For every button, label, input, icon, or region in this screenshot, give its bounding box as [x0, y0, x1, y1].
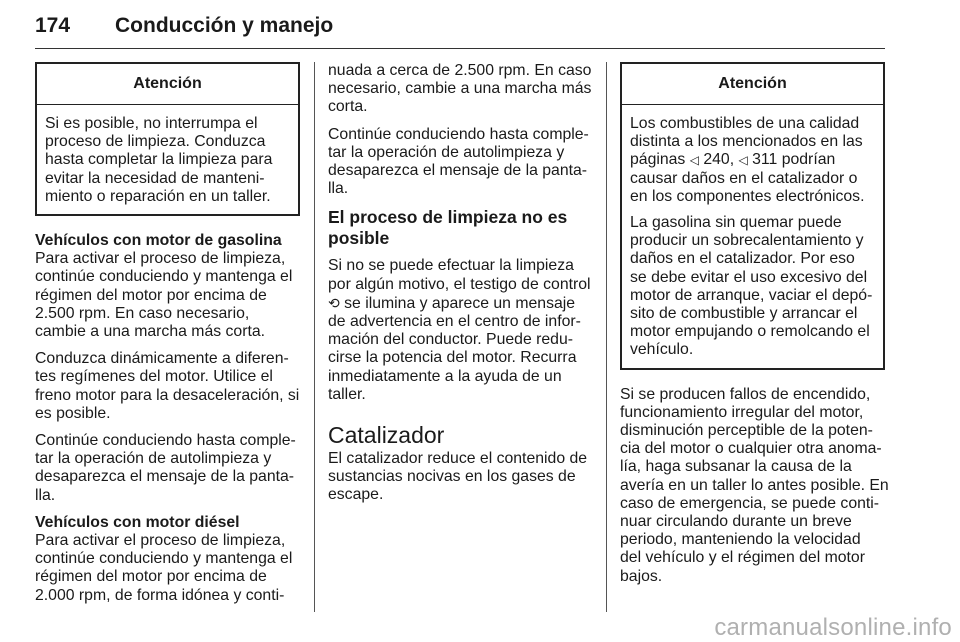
text-line: en los componentes electrónicos. [630, 187, 865, 205]
warning-text [630, 214, 875, 360]
gasoline-paragraph [35, 232, 300, 341]
column-2 [328, 62, 596, 514]
text-line: Para activar el proceso de limpieza, [35, 532, 286, 550]
warning-text [45, 115, 290, 206]
text-line: tes regímenes del motor. Utilice el [35, 368, 273, 386]
warning-box-body [37, 105, 298, 214]
text-line: Para activar el proceso de limpieza, [35, 250, 286, 268]
text-line: nuar circulando durante un breve [620, 513, 852, 531]
paragraph [35, 350, 300, 423]
text-line: tar la operación de autolimpieza y [328, 143, 565, 161]
text-line: lía, haga subsanar la causa de la [620, 458, 852, 476]
text-line: periodo, manteniendo la velocidad [620, 531, 861, 549]
text-line: escape. [328, 486, 384, 504]
page-reference-icon: ◁ [738, 153, 748, 168]
text-line: cia del motor o cualquier otra anoma- [620, 440, 882, 458]
page-link[interactable]: 311 podrían [747, 151, 836, 169]
text-line: continúe conduciendo y mantenga el [35, 550, 293, 568]
warning-box-body [622, 105, 883, 368]
text-line: nuada a cerca de 2.500 rpm. En caso [328, 62, 592, 79]
section-title: Catalizador [328, 422, 445, 449]
text-fragment: se ilumina y aparece un mensaje [339, 294, 576, 312]
text-line [328, 294, 596, 313]
text-line: régimen del motor por encima de [35, 568, 267, 586]
text-line: Conduzca dinámicamente a diferen- [35, 350, 289, 368]
warning-box [35, 62, 300, 216]
paragraph [328, 62, 596, 117]
text-line: hasta completar la limpieza para [45, 151, 273, 169]
text-line: desaparezca el mensaje de la panta- [328, 162, 588, 180]
watermark: carmanualsonline.info [714, 614, 952, 641]
text-line: sustancias nocivas en los gases de [328, 468, 576, 486]
text-line: Si es posible, no interrumpa el [45, 115, 258, 132]
page-header [35, 14, 885, 48]
text-line: Continúe conduciendo hasta comple- [35, 432, 296, 450]
text-line: continúe conduciendo y mantenga el [35, 268, 293, 286]
text-line: disminución perceptible de la poten- [620, 422, 873, 440]
text-line: necesario, cambie a una marcha más [328, 80, 592, 98]
gasoline-heading: Vehículos con motor de gasolina [35, 232, 282, 250]
text-line: posible [328, 228, 390, 249]
page-link[interactable]: 240, [698, 151, 739, 169]
page-number: 174 [35, 14, 71, 37]
text-line: lla. [328, 180, 349, 198]
header-rule [35, 48, 885, 49]
text-line: corta. [328, 98, 368, 116]
cleaning-warning-lamp-icon: ⟲ [328, 294, 340, 311]
diesel-paragraph [35, 514, 300, 605]
text-line: es posible. [35, 404, 111, 422]
text-line: miento o reparación en un taller. [45, 187, 271, 205]
warning-box-title: Atención [622, 64, 883, 105]
text-line: motor empujando o remolcando el [630, 323, 870, 341]
text-line: motor de arranque, vaciar el depó- [630, 286, 873, 304]
text-line: vehículo. [630, 341, 694, 359]
text-line: avería en un taller lo antes posible. En [620, 476, 889, 494]
text-line: inmediatamente a la ayuda de un [328, 367, 562, 385]
warning-box-title: Atención [37, 64, 298, 105]
text-line: evitar la necesidad de manteni- [45, 169, 265, 187]
warning-box [620, 62, 885, 370]
paragraph [328, 126, 596, 199]
text-line: desaparezca el mensaje de la panta- [35, 468, 295, 486]
text-line: sito de combustible y arrancar el [630, 305, 858, 323]
text-line: régimen del motor por encima de [35, 286, 267, 304]
text-line: del vehículo y el régimen del motor [620, 549, 865, 567]
text-line: Si se producen fallos de encendido, [620, 385, 871, 403]
text-line: lla. [35, 486, 56, 504]
text-line: de advertencia en el centro de infor- [328, 313, 581, 331]
text-line: 2.500 rpm. En caso necesario, [35, 304, 250, 322]
diesel-heading: Vehículos con motor diésel [35, 513, 240, 531]
text-line: tar la operación de autolimpieza y [35, 450, 272, 468]
column-3 [620, 62, 889, 595]
text-line: El catalizador reduce el contenido de [328, 450, 588, 468]
text-line: funcionamiento irregular del motor, [620, 403, 864, 421]
text-line: Si no se puede efectuar la limpieza [328, 257, 574, 275]
text-line: 2.000 rpm, de forma idónea y conti- [35, 586, 285, 604]
text-line: La gasolina sin quemar puede [630, 214, 842, 232]
warning-text [630, 115, 875, 206]
text-line: distinta a los mencionados en las [630, 133, 863, 151]
paragraph [328, 450, 596, 505]
text-line: El proceso de limpieza no es [328, 207, 568, 228]
text-line: por algún motivo, el testigo de control [328, 275, 591, 293]
text-line: freno motor para la desaceleración, si [35, 386, 300, 404]
text-line: causar daños en el catalizador o [630, 169, 858, 187]
page-title: Conducción y manejo [115, 14, 334, 37]
text-line: mación del conductor. Puede redu- [328, 331, 574, 349]
page-reference-icon: ◁ [689, 153, 699, 168]
paragraph [620, 385, 889, 586]
paragraph [35, 432, 300, 505]
text-line: Los combustibles de una calidad [630, 115, 860, 132]
text-line: taller. [328, 385, 366, 403]
column-1 [35, 62, 300, 614]
section-heading [328, 207, 596, 249]
column-divider [314, 62, 315, 612]
text-line: producir un sobrecalentamiento y [630, 232, 864, 250]
paragraph [328, 257, 596, 404]
text-line [630, 151, 875, 169]
text-line: se debe evitar el uso excesivo del [630, 268, 868, 286]
text-line: Continúe conduciendo hasta comple- [328, 125, 589, 143]
text-line: caso de emergencia, se puede conti- [620, 494, 880, 512]
text-fragment: páginas [630, 151, 690, 169]
text-line: daños en el catalizador. Por eso [630, 250, 855, 268]
text-line: cambie a una marcha más corta. [35, 323, 266, 341]
text-line: bajos. [620, 567, 663, 585]
column-divider [606, 62, 607, 612]
text-line: proceso de limpieza. Conduzca [45, 133, 266, 151]
text-line: cirse la potencia del motor. Recurra [328, 349, 577, 367]
